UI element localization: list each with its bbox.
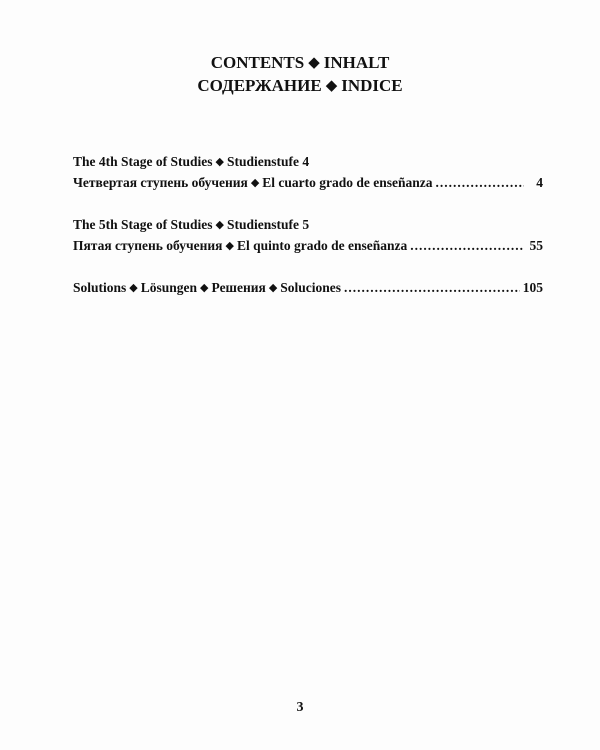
- diamond-separator-icon: ◆: [308, 55, 320, 71]
- toc-title-de: Studienstufe 4: [226, 154, 310, 169]
- diamond-separator-icon: ◆: [129, 282, 138, 294]
- toc-page-number: 55: [529, 238, 543, 253]
- toc-entry-title: [73, 215, 543, 236]
- toc-title-de: Studienstufe 5: [226, 217, 310, 232]
- diamond-separator-icon: ◆: [325, 78, 338, 94]
- dot-leader: [436, 173, 524, 192]
- toc-title-ru: Решения: [211, 280, 266, 295]
- toc-entry-solutions[interactable]: [73, 278, 543, 299]
- toc-title-ru: Четвертая ступень обучения: [73, 175, 248, 190]
- table-of-contents: [73, 152, 543, 320]
- diamond-separator-icon: ◆: [225, 240, 234, 252]
- diamond-separator-icon: ◆: [250, 177, 260, 189]
- toc-title-es: El quinto grado de enseñanza: [236, 238, 408, 253]
- heading-line-2: [0, 75, 600, 98]
- toc-title-es: Soluciones: [280, 280, 342, 295]
- heading-contents-es: INDICE: [341, 76, 403, 95]
- toc-title-en: The 5th Stage of Studies: [73, 217, 213, 232]
- dot-leader: [410, 236, 524, 255]
- toc-entry-subtitle-row: [73, 236, 543, 257]
- toc-entry-stage-5[interactable]: [73, 215, 543, 257]
- diamond-separator-icon: ◆: [200, 282, 209, 294]
- diamond-separator-icon: ◆: [215, 156, 224, 168]
- heading-contents-de: INHALT: [323, 53, 390, 72]
- toc-title-ru: Пятая ступень обучения: [73, 238, 223, 253]
- toc-title-en: Solutions: [73, 280, 127, 295]
- toc-entry-subtitle-row: [73, 173, 543, 194]
- toc-title-en: The 4th Stage of Studies: [73, 154, 213, 169]
- heading-line-1: [0, 52, 600, 75]
- toc-entry-stage-4[interactable]: [73, 152, 543, 194]
- heading-contents-ru: СОДЕРЖАНИЕ: [197, 76, 322, 95]
- toc-title-es: El cuarto grado de enseñanza: [262, 175, 433, 190]
- heading-contents-en: CONTENTS: [210, 53, 305, 72]
- diamond-separator-icon: ◆: [215, 219, 224, 231]
- toc-entry-title: [73, 152, 543, 173]
- page-number: 3: [296, 700, 304, 715]
- toc-entry-title: [73, 278, 341, 299]
- toc-title-de: Lösungen: [140, 280, 198, 295]
- toc-entry-solutions-row: [73, 278, 543, 299]
- toc-entry-subtitle: [73, 173, 433, 194]
- dot-leader: [344, 278, 520, 297]
- toc-entry-subtitle: [73, 236, 407, 257]
- toc-page-number: 105: [522, 280, 543, 295]
- diamond-separator-icon: ◆: [268, 282, 278, 294]
- toc-page-number: 4: [536, 175, 543, 190]
- contents-heading: [0, 52, 600, 98]
